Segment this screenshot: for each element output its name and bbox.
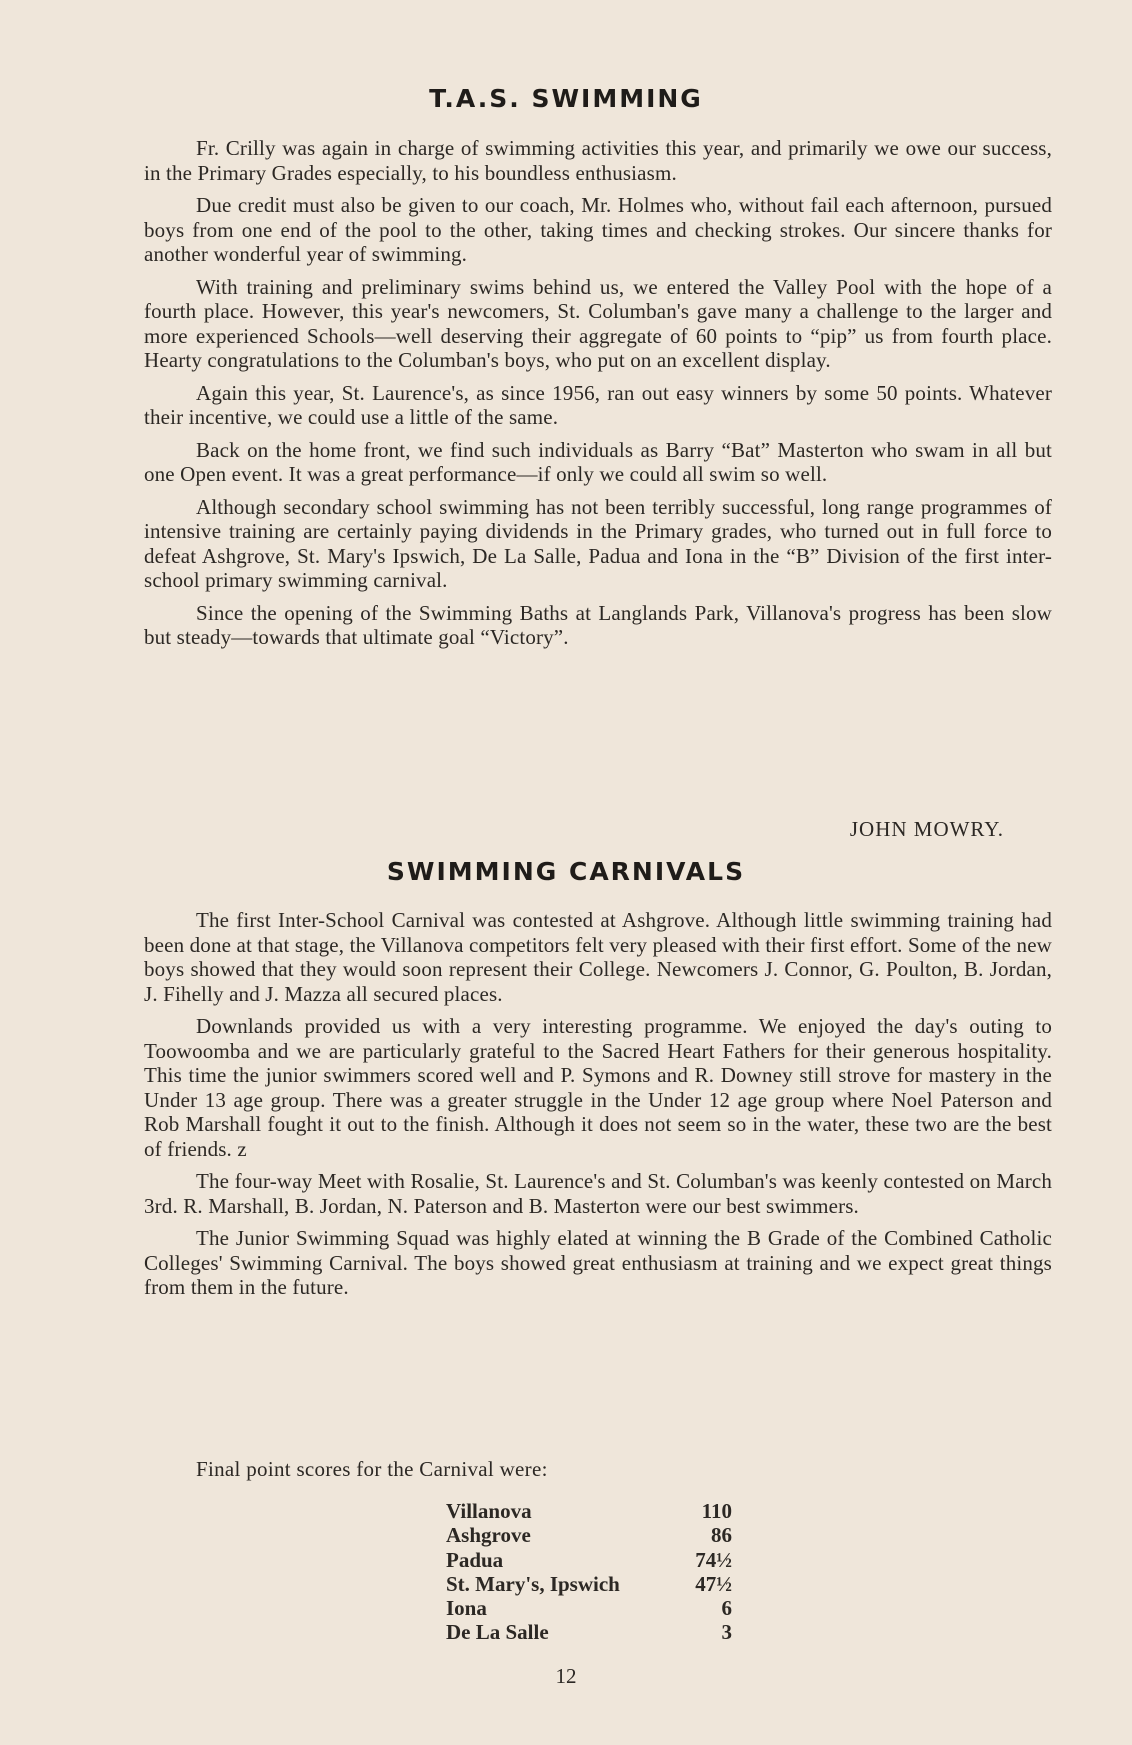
paragraph: Downlands provided us with a very interesting programme. We enjoyed the day's outing to Toowoomba and we are particularly grateful to the Sacred Heart Fathers for their generous hospitality. This time the junior swimmers scored well and P. Symons and R. Downey still strove for mastery in the Under 13 age group. There was a greater struggle in the Under 12 age group where Noel Paterson and Rob Marshall fought it out to the finish. Although it does not seem so in the water, these two are the best of friends. z xyxy=(144,1014,1052,1161)
paragraph: Due credit must also be given to our coach, Mr. Holmes who, without fail each afternoon, pursued boys from one end of the pool to the other, taking times and checking strokes. Our sincere thanks for another wonderful year of swimming. xyxy=(144,193,1052,266)
author-signature: JOHN MOWRY. xyxy=(849,817,1004,841)
scores-table xyxy=(446,1499,732,1645)
paragraph: Back on the home front, we find such individuals as Barry “Bat” Masterton who swam in all but one Open event. It was a great performance—if only we could all swim so well. xyxy=(144,437,1052,486)
school-name: De La Salle xyxy=(446,1620,549,1645)
tas-swimming-section xyxy=(144,136,1052,658)
final-scores-intro: Final point scores for the Carnival were: xyxy=(196,1457,548,1481)
score-row xyxy=(446,1523,732,1547)
score-row xyxy=(446,1548,732,1572)
school-name: Ashgrove xyxy=(446,1523,531,1548)
paragraph: The four-way Meet with Rosalie, St. Laurence's and St. Columban's was keenly contested on March 3rd. R. Marshall, B. Jordan, N. Paterson and B. Masterton were our best swimmers. xyxy=(144,1169,1052,1218)
paragraph: Fr. Crilly was again in charge of swimming activities this year, and primarily we owe our success, in the Primary Grades especially, to his boundless enthusiasm. xyxy=(144,136,1052,185)
school-name: Iona xyxy=(446,1596,487,1621)
page-number: 12 xyxy=(555,1664,577,1688)
paragraph: Since the opening of the Swimming Baths at Langlands Park, Villanova's progress has been slow but steady—towards that ultimate goal “Victory”. xyxy=(144,600,1052,649)
score-row xyxy=(446,1596,732,1620)
school-name: St. Mary's, Ipswich xyxy=(446,1571,620,1596)
swimming-carnivals-section xyxy=(144,908,1052,1308)
school-name: Villanova xyxy=(446,1499,532,1523)
school-points: 74½ xyxy=(695,1547,732,1572)
school-points: 110 xyxy=(701,1499,732,1523)
paragraph: With training and preliminary swims behind us, we entered the Valley Pool with the hope of a fourth place. However, this year's newcomers, St. Columban's gave many a challenge to the larger and more experienced Schools—well deserving their aggregate of 60 points to “pip” us from fourth place. Hearty congratulations to the Columban's boys, who put on an excellent display. xyxy=(144,274,1052,372)
tas-swimming-heading: T.A.S. SWIMMING xyxy=(429,84,703,113)
paragraph: Although secondary school swimming has not been terribly successful, long range programmes of intensive training are certainly paying dividends in the Primary grades, who turned out in full force to defeat Ashgrove, St. Mary's Ipswich, De La Salle, Padua and Iona in the “B” Division of the first inter-school primary swimming carnival. xyxy=(144,494,1052,592)
paragraph: The first Inter-School Carnival was contested at Ashgrove. Although little swimming training had been done at that stage, the Villanova competitors felt very pleased with their first effort. Some of the new boys showed that they would soon represent their College. Newcomers J. Connor, G. Poulton, B. Jordan, J. Fihelly and J. Mazza all secured places. xyxy=(144,908,1052,1006)
score-row xyxy=(446,1620,732,1644)
school-points: 47½ xyxy=(695,1571,732,1596)
score-row xyxy=(446,1499,732,1523)
paragraph: The Junior Swimming Squad was highly elated at winning the B Grade of the Combined Catholic Colleges' Swimming Carnival. The boys showed great enthusiasm at training and we expect great things from them in the future. xyxy=(144,1226,1052,1299)
school-points: 3 xyxy=(721,1620,732,1645)
swimming-carnivals-heading: SWIMMING CARNIVALS xyxy=(386,857,746,886)
school-points: 86 xyxy=(711,1523,732,1548)
school-points: 6 xyxy=(721,1596,732,1621)
score-row xyxy=(446,1572,732,1596)
paragraph: Again this year, St. Laurence's, as since 1956, ran out easy winners by some 50 points. Whatever their incentive, we could use a little of the same. xyxy=(144,380,1052,429)
school-name: Padua xyxy=(446,1547,504,1572)
